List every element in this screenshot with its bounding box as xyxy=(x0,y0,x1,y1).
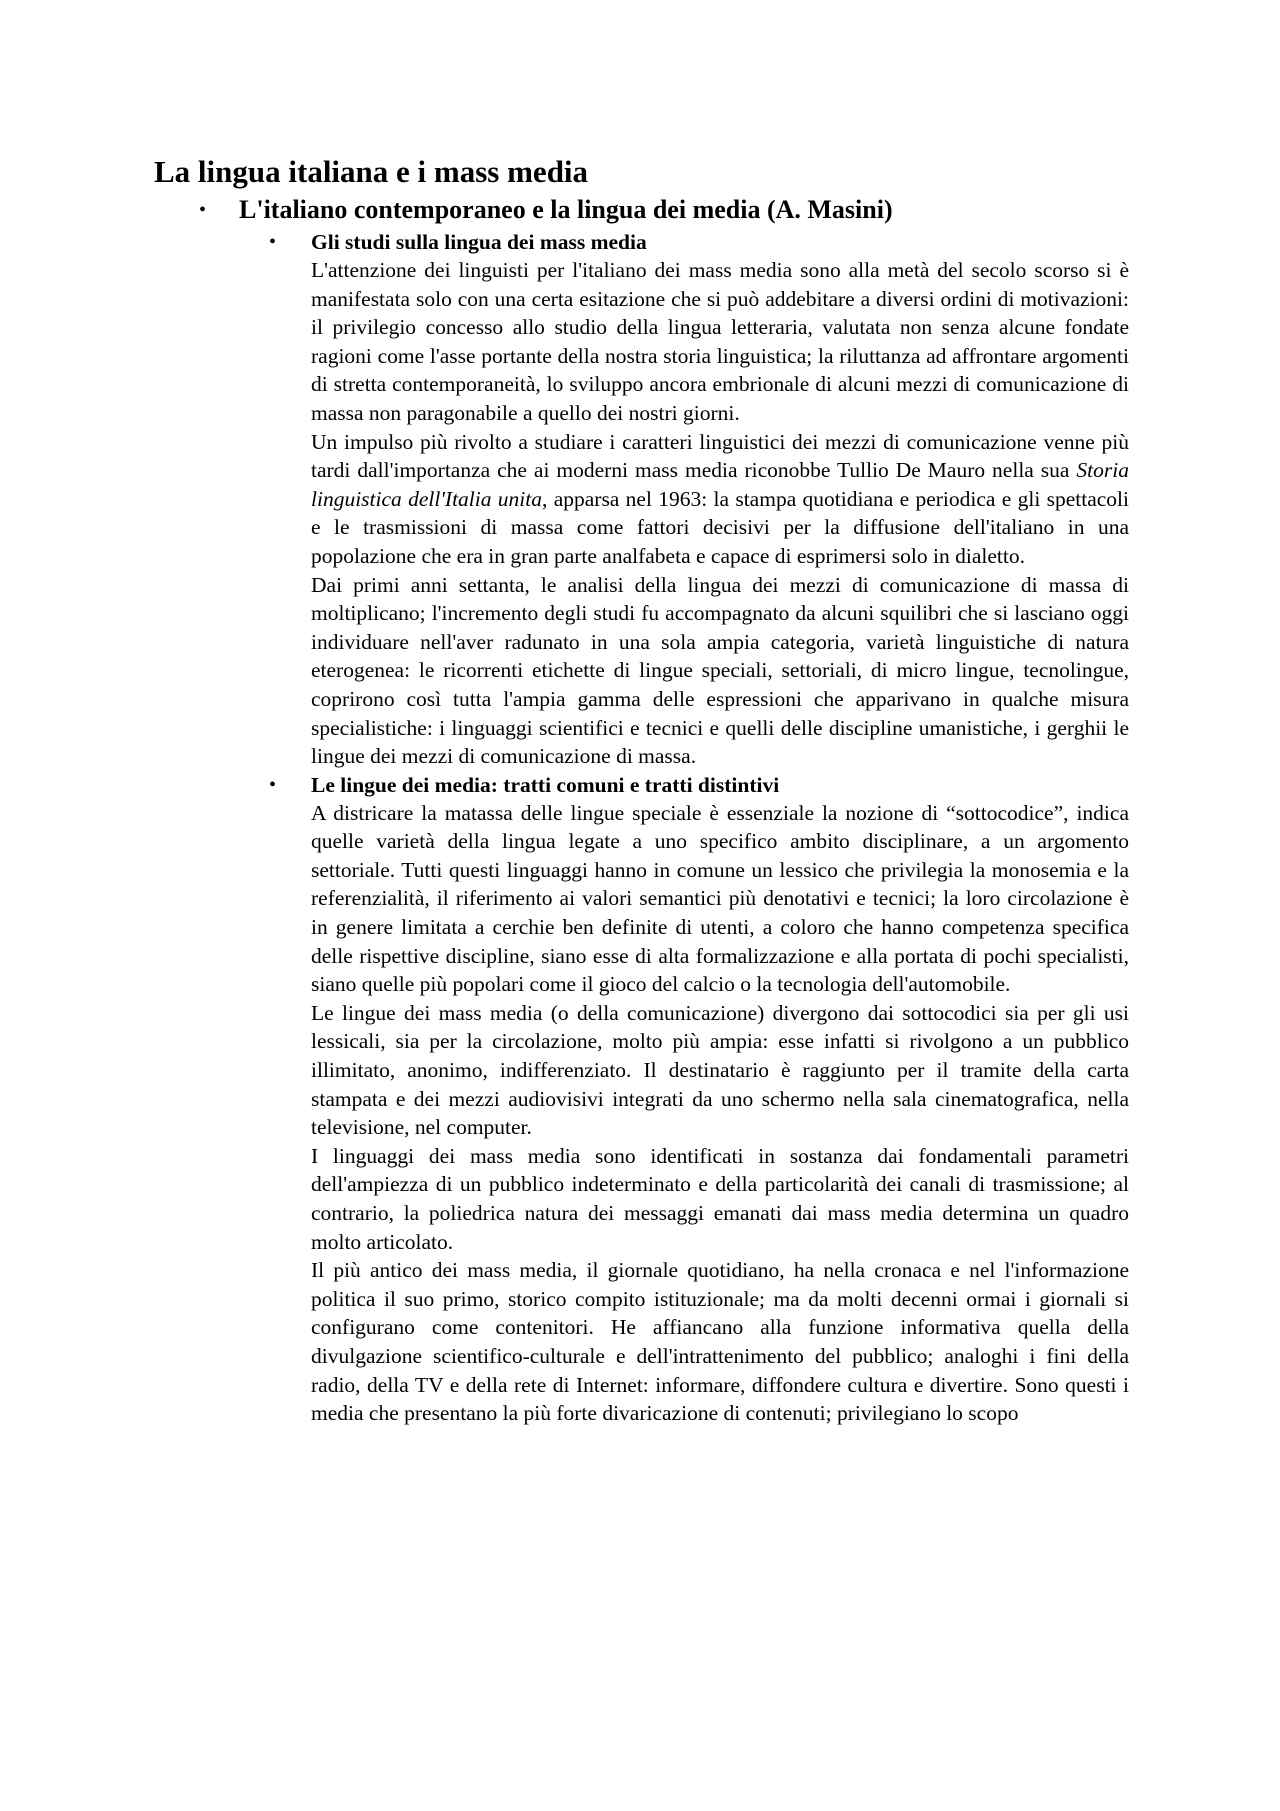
paragraph: Le lingue dei mass media (o della comunicazione) divergono dai sottocodici sia per gli usi lessicali, sia per la circolazione, molto più ampia: esse infatti si rivolgono a un pubblico illimitato, anonimo, indifferenziato. Il destinatario è raggiunto per il tramite della carta stampata e dei mezzi audiovisivi integrati da uno schermo nella sala cinematografica, nella televisione, nel computer. xyxy=(311,1000,1129,1140)
paragraph: Dai primi anni settanta, le analisi della lingua dei mezzi di comunicazione di massa di moltiplicano; l'incremento degli studi fu accompagnato da alcuni squilibri che si lasciano oggi individuare nell'aver radunato in una sola ampia categoria, varietà linguistiche di natura eterogenea: le ricorrenti etichette di lingue speciali, settoriali, di micro lingue, tecnolingue, coprirono così tutta l'ampia gamma delle espressioni che apparivano in qualche misura specialistiche: i linguaggi scientifici e tecnici e quelli delle discipline umanistiche, i gerghii le lingue dei mezzi di comunicazione di massa. xyxy=(311,572,1129,769)
book-title: Storia linguistica dell'Italia unita xyxy=(311,458,1129,511)
paragraph-text: , apparsa nel 1963: la stampa quotidiana e periodica e gli spettacoli e le trasmissioni di massa come fattori decisivi per la diffusione dell'italiano in una popolazione che era in gran parte analfabeta e capace di esprimersi solo in dialetto. xyxy=(311,486,1129,568)
subsection-heading: Gli studi sulla lingua dei mass media xyxy=(311,230,647,254)
paragraph: L'attenzione dei linguisti per l'italiano dei mass media sono alla metà del secolo scorso si è manifestata solo con una certa esitazione che si può addebitare a diversi ordini di motivazioni: il privilegio concesso allo studio della lingua letteraria, valutata non senza alcune fondate ragioni come l'asse portante della nostra storia linguistica; la riluttanza ad affrontare argomenti di stretta contemporaneità, lo sviluppo ancora embrionale di alcuni mezzi di comunicazione di massa non paragonabile a quello dei nostri giorni. xyxy=(311,258,1129,425)
bullet-icon: • xyxy=(269,773,277,796)
bullet-icon: • xyxy=(199,199,207,221)
document-page xyxy=(154,152,1129,1428)
section-heading: L'italiano contemporaneo e la lingua dei media (A. Masini) xyxy=(239,195,893,224)
bullet-icon: • xyxy=(269,231,277,253)
paragraph: I linguaggi dei mass media sono identificati in sostanza dai fondamentali parametri dell'ampiezza di un pubblico indeterminato e della particolarità dei canali di trasmissione; al contrario, la poliedrica natura dei messaggi emanati dai mass media determina un quadro molto articolato. xyxy=(311,1143,1129,1254)
subsection-heading: Le lingue dei media: tratti comuni e tratti distintivi xyxy=(311,772,780,797)
subsection-studi xyxy=(269,228,1129,771)
subsection-lingue-media xyxy=(269,771,1129,1428)
paragraph: A districare la matassa delle lingue speciale è essenziale la nozione di “sottocodice”, indica quelle varietà della lingua legate a uno specifico ambito disciplinare, a un argomento settoriale. Tutti questi linguaggi hanno in comune un lessico che privilegia la monosemia e la referenzialità, il riferimento ai valori semantici più denotativi e tecnici; la loro circolazione è in genere limitata a cerchie ben definite di utenti, a coloro che hanno competenza specifica delle rispettive discipline, siano esse di alta formalizzazione e alla portata di pochi specialisti, siano quelle più popolari come il gioco del calcio o la tecnologia dell'automobile. xyxy=(311,800,1129,997)
section-masini xyxy=(199,192,1129,1428)
document-title: La lingua italiana e i mass media xyxy=(154,154,589,189)
paragraph xyxy=(311,428,1129,571)
paragraph: Il più antico dei mass media, il giornale quotidiano, ha nella cronaca e nel l'informazione politica il suo primo, storico compito istituzionale; ma da molti decenni ormai i giornali si configurano come contenitori. He affiancano alla funzione informativa quella della divulgazione scientifico-culturale e dell'intrattenimento del pubblico; analoghi i fini della radio, della TV e della rete di Internet: informare, diffondere cultura e divertire. Sono questi i media che presentano la più forte divaricazione di contenuti; privilegiano lo scopo xyxy=(311,1258,1129,1426)
paragraph-text: Un impulso più rivolto a studiare i caratteri linguistici dei mezzi di comunicazione venne più tardi dall'importanza che ai moderni mass media riconobbe Tullio De Mauro nella sua xyxy=(311,429,1129,483)
